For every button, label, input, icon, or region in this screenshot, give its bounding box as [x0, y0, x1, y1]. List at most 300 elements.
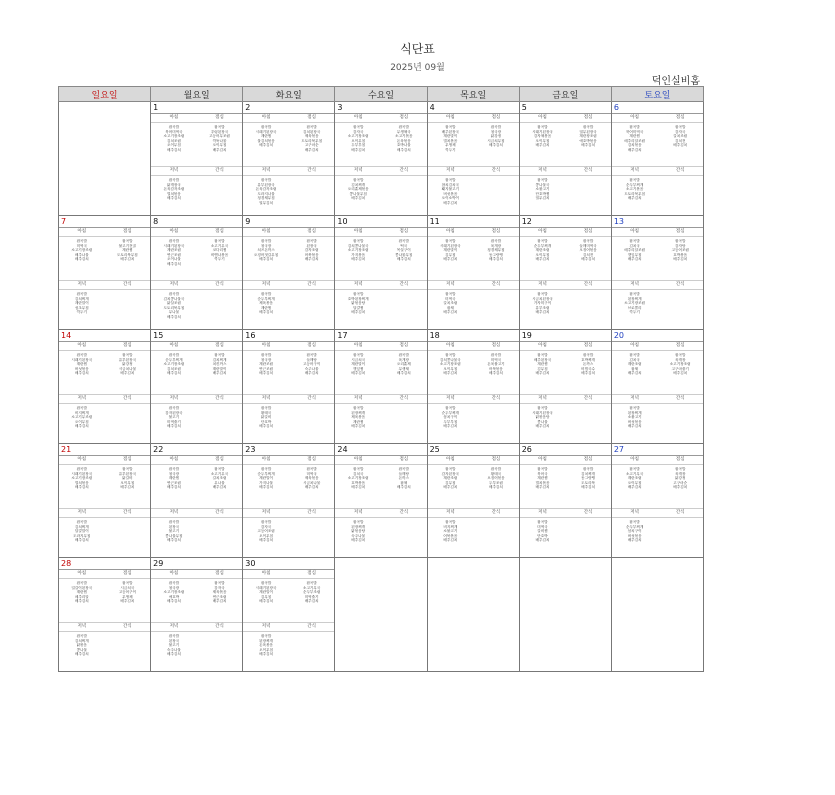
menu-item: 불고기전골 [118, 243, 137, 248]
menu-item: 청국장 [260, 243, 272, 248]
meal-header-row [520, 394, 611, 404]
meal-label-d: 저녁 [59, 508, 105, 518]
meal-label-l: 점심 [289, 456, 335, 465]
menu-item: 오징어볶음 [579, 248, 597, 252]
menu-item: 배추김치 [351, 424, 366, 428]
menu-item: 제육볶음 [259, 301, 274, 305]
menu-item: 잡곡밥 [398, 467, 409, 471]
meal-header-row [335, 456, 426, 465]
menu-item: 배추김치 [443, 257, 458, 261]
menu-item: 잡곡밥 [629, 292, 640, 296]
meal-label-b: 아침 [243, 114, 289, 123]
menu-item: 김치찌개 [74, 524, 89, 529]
meal-header-row [243, 114, 334, 123]
menu-item: 잡곡밥 [445, 353, 456, 357]
menu-item: 돈까스 [582, 362, 594, 366]
menu-item: 계란장조림 [579, 134, 597, 138]
menu-item: 배추김치 [212, 485, 227, 489]
menu-item: 소고기장조림 [163, 590, 185, 594]
menu-item: 배추김치 [304, 257, 319, 261]
menu-item: 잡곡밥 [675, 353, 686, 357]
meal-header-row [612, 114, 703, 123]
menu-item: 배추김치 [535, 485, 550, 489]
meal-label-l: 점심 [473, 456, 519, 465]
menu-item: 잡곡밥 [76, 634, 87, 638]
menu-item: 계란찜 [537, 476, 548, 480]
meal-menu-d [428, 518, 474, 557]
meal-menu-row [151, 237, 242, 280]
meal-menu-d [59, 404, 105, 443]
menu-item: 도토리묵무침 [624, 191, 646, 196]
menu-item: 소고기볶음 [395, 134, 413, 138]
meal-header-row [335, 394, 426, 404]
menu-item: 순두부찌개 [533, 243, 552, 248]
day-cell [335, 444, 427, 558]
menu-item: 잡곡밥 [76, 467, 87, 471]
menu-item: 치즈돈까스 [257, 248, 275, 252]
menu-item: 육개장 [675, 357, 686, 362]
menu-item: 배추김치 [673, 371, 688, 375]
menu-item: 미역국 [490, 357, 502, 362]
menu-item: 오이무침 [259, 647, 274, 652]
menu-item: 가지나물 [259, 480, 274, 485]
meal-header-row [59, 342, 150, 351]
menu-item: 콩나물국 [535, 182, 550, 187]
menu-item: 계란조림 [627, 362, 642, 366]
menu-item: 황태국 [490, 471, 502, 476]
menu-item: 배추김치 [443, 310, 458, 314]
meal-label-b: 아침 [428, 342, 474, 351]
meal-menu-d [428, 290, 474, 329]
meal-menu-l [289, 579, 335, 622]
menu-item: 갈치조림 [673, 134, 688, 138]
meal-header-row [59, 280, 150, 290]
menu-item: 열무김치 [259, 200, 274, 205]
menu-item: 고등어구이 [118, 590, 137, 594]
meal-label-d: 저녁 [151, 280, 197, 290]
calendar-week-row [59, 444, 704, 558]
menu-item: 잡곡밥 [76, 239, 87, 243]
meal-menu-row [612, 465, 703, 508]
menu-item: 계란말이 [212, 366, 227, 371]
menu-item: 된장국 [306, 243, 317, 248]
meal-label-s: 간식 [657, 508, 703, 518]
meal-header-row [243, 166, 334, 176]
meal-menu-b [243, 123, 289, 166]
menu-item: 소고기장조림 [163, 362, 185, 366]
day-number: 11 [428, 216, 519, 228]
day-number: 5 [520, 102, 611, 114]
meal-menu-d [335, 290, 381, 329]
menu-item: 시금치무침 [487, 138, 505, 143]
menu-item: 배추김치 [166, 652, 181, 656]
menu-item: 잡곡밥 [537, 292, 548, 296]
menu-item: 배추김치 [396, 257, 411, 261]
menu-item: 배추김치 [259, 310, 274, 314]
menu-item: 잡곡밥 [214, 353, 225, 357]
menu-item: 배추김치 [627, 371, 642, 375]
meal-header-row [243, 394, 334, 404]
meal-menu-row [151, 579, 242, 622]
menu-item: 소고기무국 [210, 471, 229, 476]
menu-item: 잡곡밥 [398, 239, 409, 243]
menu-item: 잡곡밥 [490, 125, 502, 129]
meal-header-row [151, 342, 242, 351]
meal-label-d: 저녁 [243, 622, 289, 632]
menu-item: 잡곡밥 [537, 467, 548, 471]
menu-item: 시금치국 [120, 585, 135, 590]
menu-item: 배추김치 [74, 599, 89, 603]
menu-item: 제육볶음 [304, 476, 319, 480]
meal-label-d: 저녁 [612, 166, 658, 176]
meal-header-row [243, 622, 334, 632]
menu-item: 잡곡밥 [675, 467, 686, 471]
menu-item: 청국장 [490, 129, 502, 134]
menu-item: 계란찜 [76, 362, 87, 366]
menu-item: 미역국 [537, 524, 548, 529]
menu-item: 깍둑나물 [212, 138, 227, 143]
menu-item: 배추김치 [581, 143, 596, 147]
meal-menu-s [105, 290, 151, 329]
menu-item: 김치찌개 [212, 357, 227, 362]
menu-item: 메추리알 [74, 594, 89, 599]
menu-item: 배추김치 [259, 538, 274, 542]
menu-item: 깻잎무침 [627, 252, 642, 257]
meal-header-row [520, 166, 611, 176]
meal-menu-row [151, 632, 242, 671]
weekday-sunday: 일요일 [59, 87, 151, 102]
menu-item: 배추김치 [166, 314, 181, 319]
menu-item: 오이무침 [535, 138, 550, 143]
meal-label-b: 아침 [243, 456, 289, 465]
menu-item: 열무김치 [535, 196, 550, 200]
meal-menu-b [520, 351, 566, 394]
menu-item: 육개장 [675, 471, 686, 476]
menu-item: 무나물 [214, 480, 225, 485]
meal-menu-row [243, 351, 334, 394]
day-number: 14 [59, 330, 150, 342]
meal-label-l: 점심 [565, 342, 611, 351]
menu-item: 김치찌개 [74, 638, 89, 643]
day-cell [59, 216, 151, 330]
menu-item: 삼치구이 [443, 415, 458, 419]
meal-menu-b [612, 465, 658, 508]
meal-menu-s [565, 404, 611, 443]
menu-item: 북어미역국 [625, 129, 644, 134]
meal-menu-s [289, 632, 335, 671]
meal-menu-b [59, 465, 105, 508]
menu-item: 소고기장조림 [163, 134, 185, 138]
menu-item: 들깨탕 [306, 357, 317, 362]
meal-header-row [428, 166, 519, 176]
menu-item: 잡곡밥 [353, 406, 364, 410]
menu-item: 비엔나볶음 [210, 252, 229, 257]
meal-menu-l [565, 237, 611, 280]
meal-header-row [151, 228, 242, 237]
day-cell [427, 102, 519, 216]
menu-item: 배추김치 [120, 485, 135, 489]
menu-item: 닭갈비 [122, 476, 133, 480]
meal-menu-d [335, 176, 381, 215]
meal-menu-row [612, 290, 703, 329]
menu-item: 잡곡밥 [537, 178, 548, 182]
menu-item: 배추김치 [120, 371, 135, 375]
meal-menu-row [151, 404, 242, 443]
menu-item: 배추김치 [120, 599, 135, 603]
menu-item: 계란찜 [537, 362, 548, 366]
menu-item: 잡곡밥 [582, 353, 594, 357]
meal-label-d: 저녁 [612, 280, 658, 290]
meal-menu-row [335, 237, 426, 280]
meal-menu-s [565, 518, 611, 557]
meal-menu-row [612, 123, 703, 166]
menu-item: 계란찜 [260, 134, 272, 138]
meal-label-d: 저녁 [59, 394, 105, 404]
menu-item: 잡곡밥 [260, 292, 272, 296]
empty-day-cell [611, 558, 703, 672]
meal-menu-row [59, 579, 150, 622]
menu-item: 깍두기 [629, 310, 640, 314]
menu-item: 소고기장조림 [347, 248, 369, 252]
menu-item: 배추김치 [488, 143, 503, 147]
menu-item: 비빔국수 [581, 366, 596, 371]
meal-label-b: 아침 [612, 228, 658, 237]
meal-menu-l [197, 123, 243, 166]
meal-header-row [612, 456, 703, 465]
meal-label-l: 점심 [105, 456, 151, 465]
calendar-body [59, 102, 704, 672]
menu-item: 잡채 [631, 366, 639, 371]
meal-header-row [612, 228, 703, 237]
menu-item: 잡곡밥 [353, 292, 364, 296]
menu-item: 소고기장조림 [347, 134, 369, 138]
menu-item: 제육볶음 [351, 415, 366, 419]
menu-item: 갈치조림 [443, 301, 458, 305]
meal-label-l: 점심 [289, 342, 335, 351]
menu-item: 닭볶음탕 [535, 415, 550, 419]
meal-menu-row [243, 632, 334, 671]
menu-item: 배추김치 [304, 485, 319, 489]
meal-menu-d [151, 290, 197, 329]
meal-label-l: 점심 [381, 114, 427, 123]
menu-item: 계란조림 [443, 476, 458, 480]
meal-menu-b [612, 237, 658, 280]
meal-menu-d [243, 632, 289, 671]
meal-menu-l [105, 465, 151, 508]
meal-menu-row [335, 465, 426, 508]
menu-item: 유부된장국 [118, 357, 137, 362]
meal-label-b: 아침 [520, 456, 566, 465]
menu-item: 유부된장국 [118, 471, 137, 476]
menu-item: 오징어볶음 [487, 476, 505, 480]
menu-item: 잡곡밥 [490, 239, 502, 243]
meal-menu-s [657, 518, 703, 557]
meal-menu-row [520, 237, 611, 280]
meal-header-row [151, 394, 242, 404]
meal-label-b: 아침 [335, 342, 381, 351]
menu-item: 돈까스 [398, 476, 409, 480]
meal-label-d: 저녁 [520, 394, 566, 404]
menu-item: 배추김치 [351, 538, 366, 542]
meal-label-l: 점심 [473, 114, 519, 123]
menu-item: 배추김치 [351, 310, 366, 314]
menu-item: 잡곡밥 [260, 581, 272, 585]
menu-item: 닭볶음 [76, 643, 87, 647]
meal-menu-row [59, 465, 150, 508]
meal-menu-d [428, 404, 474, 443]
meal-menu-d [520, 176, 566, 215]
meal-menu-b [520, 123, 566, 166]
meal-menu-row [428, 290, 519, 329]
meal-menu-row [428, 351, 519, 394]
meal-menu-s [565, 176, 611, 215]
meal-menu-l [565, 465, 611, 508]
menu-item: 감자국 [675, 129, 686, 134]
menu-item: 멸치볶음 [535, 480, 550, 485]
meal-menu-s [565, 290, 611, 329]
meal-header-row [520, 456, 611, 465]
meal-menu-d [335, 518, 381, 557]
meal-menu-row [612, 237, 703, 280]
meal-label-s: 간식 [289, 280, 335, 290]
menu-item: 오이소박이 [441, 196, 460, 200]
menu-item: 배추김치 [627, 257, 642, 261]
meal-menu-row [428, 518, 519, 557]
menu-item: 배추김치 [673, 257, 688, 261]
menu-item: 돈육볶음 [396, 138, 411, 143]
day-cell [151, 216, 243, 330]
meal-menu-l [473, 351, 519, 394]
menu-item: 시금치나물 [302, 480, 321, 485]
menu-item: 배추김치 [212, 147, 227, 152]
menu-item: 시금치된장국 [532, 296, 553, 301]
meal-menu-s [197, 290, 243, 329]
meal-label-b: 아침 [335, 114, 381, 123]
meal-label-d: 저녁 [151, 394, 197, 404]
menu-item: 브로콜리 [627, 305, 642, 310]
meal-menu-l [565, 123, 611, 166]
meal-label-b: 아침 [428, 228, 474, 237]
meal-menu-d [428, 176, 474, 215]
menu-item: 소고기장조림 [439, 362, 461, 366]
month-subtitle: 2025년 09월 [390, 63, 445, 73]
day-cell [519, 102, 611, 216]
menu-item: 잡곡밥 [260, 125, 272, 129]
menu-item: 참치김치국 [441, 182, 460, 187]
meal-menu-row [243, 123, 334, 166]
meal-header-row [520, 228, 611, 237]
menu-item: 청국장 [168, 585, 180, 590]
menu-item: 버섯볶음 [627, 533, 642, 538]
meal-label-d: 저녁 [612, 508, 658, 518]
meal-menu-d [151, 632, 197, 671]
menu-item: 배추김치 [351, 257, 366, 261]
menu-item: 열무된장국 [579, 129, 597, 134]
menu-item: 오이무침 [535, 252, 550, 257]
menu-item: 숙주나물 [304, 366, 319, 371]
meal-label-d: 저녁 [428, 508, 474, 518]
day-number: 10 [335, 216, 426, 228]
menu-item: 숙주나물 [351, 533, 366, 538]
meal-label-s: 간식 [105, 394, 151, 404]
menu-item: 단호박 [260, 419, 272, 424]
menu-item: 배추김치 [673, 143, 688, 147]
page-title: 식단표 [400, 42, 435, 56]
menu-item: 김무침 [260, 594, 272, 599]
meal-menu-b [59, 237, 105, 280]
menu-item: 감자국 [214, 585, 225, 590]
meal-menu-b [428, 123, 474, 166]
meal-menu-d [520, 518, 566, 557]
day-cell [427, 216, 519, 330]
meal-label-l: 점심 [105, 570, 151, 579]
meal-menu-row [520, 518, 611, 557]
meal-header-row [335, 280, 426, 290]
meal-header-row [428, 280, 519, 290]
meal-menu-b [243, 237, 289, 280]
menu-item: 계란찜 [168, 476, 180, 480]
meal-menu-b [151, 465, 197, 508]
day-cell [611, 102, 703, 216]
meal-menu-row [520, 123, 611, 166]
meal-menu-row [243, 176, 334, 215]
day-number: 2 [243, 102, 334, 114]
menu-item: 청경채무침 [257, 196, 275, 200]
menu-item: 김치찌개 [74, 296, 89, 301]
meal-menu-row [59, 351, 150, 394]
menu-item: 배추김치 [304, 147, 319, 152]
menu-item: 김치콩나물국 [347, 243, 369, 248]
day-cell [151, 444, 243, 558]
menu-item: 잡채 [446, 305, 454, 310]
meal-header-row [612, 508, 703, 518]
menu-item: 소고기무국 [302, 585, 321, 590]
meal-menu-s [289, 176, 335, 215]
menu-item: 잡곡밥 [214, 467, 225, 471]
meal-label-s: 간식 [197, 394, 243, 404]
menu-item: 잡곡밥 [260, 178, 272, 182]
meal-label-l: 점심 [289, 570, 335, 579]
meal-menu-d [335, 404, 381, 443]
meal-label-b: 아침 [151, 228, 197, 237]
meal-label-b: 아침 [243, 342, 289, 351]
menu-item: 잡곡밥 [168, 581, 180, 585]
menu-item: 배추김치 [351, 485, 366, 489]
meal-menu-row [428, 176, 519, 215]
menu-item: 연근조림 [166, 252, 181, 257]
menu-item: 배추김치 [304, 599, 319, 603]
day-number: 3 [335, 102, 426, 114]
menu-item: 호박된장찌개 [347, 296, 369, 301]
day-cell [427, 444, 519, 558]
meal-label-s: 간식 [381, 394, 427, 404]
menu-item: 배추김치 [351, 371, 366, 375]
menu-item: 김치찌개 [581, 471, 596, 476]
meal-label-l: 점심 [289, 114, 335, 123]
meal-menu-l [381, 465, 427, 508]
menu-item: 단호박 [537, 533, 548, 538]
menu-item: 감자국 [260, 524, 272, 529]
meal-menu-row [59, 404, 150, 443]
menu-item: 두부조림 [488, 480, 503, 485]
day-number: 23 [243, 444, 334, 456]
meal-label-l: 점심 [657, 114, 703, 123]
menu-item: 된장국 [168, 524, 180, 529]
meal-label-b: 아침 [243, 228, 289, 237]
menu-item: 시금치나물 [118, 366, 137, 371]
meal-label-s: 간식 [105, 622, 151, 632]
meal-menu-row [520, 176, 611, 215]
